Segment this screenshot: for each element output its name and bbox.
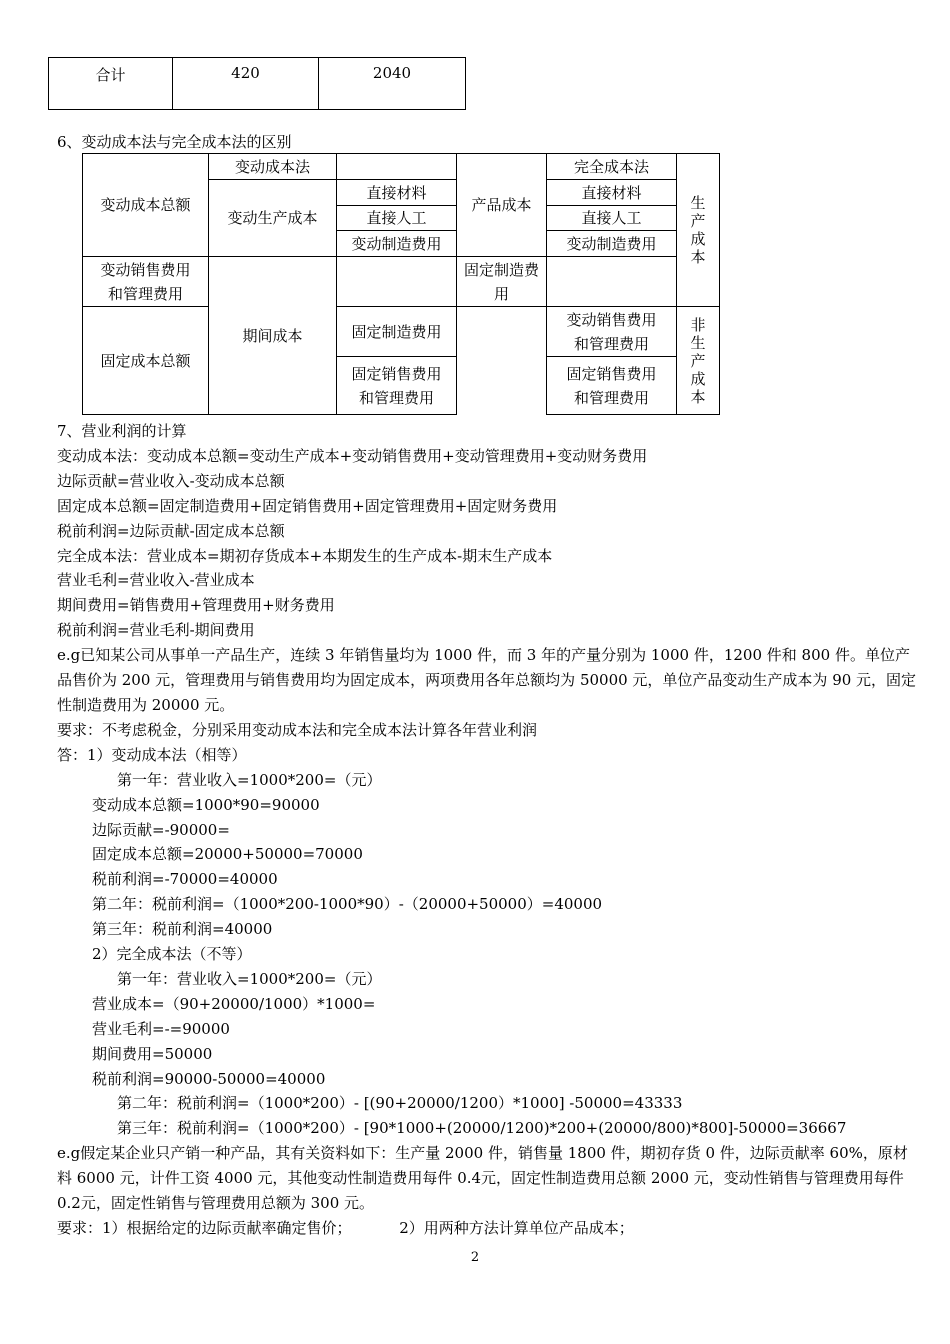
- total-label: 合计: [49, 58, 173, 110]
- ac-variable-overhead: 变动制造费用: [547, 231, 677, 257]
- text-line: 固定成本总额=固定制造费用+固定销售费用+固定管理费用+固定财务费用: [57, 496, 558, 515]
- text-line: 税前利润=90000-50000=40000: [92, 1069, 326, 1088]
- text-line: 税前利润=营业毛利-期间费用: [57, 621, 255, 640]
- variable-cost-total: 变动成本总额: [83, 154, 209, 257]
- text-line: 第二年：税前利润=（1000*200-1000*90）-（20000+50000）=40000: [92, 895, 603, 914]
- example-1-paragraph: e.g已知某公司从事单一产品生产，连续 3 年销售量均为 1000 件，而 3 年的产量分别为 1000 件，1200 件和 800 件。单位产品售价为 200 元，管理费用与销售费用均为固定成本，两项费用各年总额均为 50000 元，单位产品变动生产成本为 90 元，固定性制造费用为 20000 元。: [57, 646, 917, 714]
- absorption-costing-header: 完全成本法: [547, 154, 677, 180]
- text-line: 税前利润=-70000=40000: [92, 870, 278, 889]
- section-7-heading: 7、营业利润的计算: [57, 422, 187, 440]
- ac-fixed-selling-admin: 固定销售费用 和管理费用: [547, 357, 677, 415]
- variable-selling-admin: 变动销售费用 和管理费用: [83, 257, 209, 307]
- ac-variable-selling-admin: 变动销售费用 和管理费用: [547, 307, 677, 357]
- text-line: 变动成本总额=1000*90=90000: [92, 795, 320, 814]
- text-line: 营业毛利=营业收入-营业成本: [57, 571, 255, 590]
- section-6-heading: 6、变动成本法与完全成本法的区别: [57, 133, 292, 151]
- period-cost-label: 期间成本: [209, 257, 337, 415]
- text-line: 边际贡献=-90000=: [92, 820, 230, 839]
- text-line: 期间费用=50000: [92, 1044, 213, 1063]
- text-line: 变动成本法：变动成本总额=变动生产成本+变动销售费用+变动管理费用+变动财务费用: [57, 446, 648, 465]
- variable-costing-header: 变动成本法: [209, 154, 337, 180]
- total-value-2: 2040: [319, 58, 466, 110]
- text-line: 要求：1）根据给定的边际贡献率确定售价； 2）用两种方法计算单位产品成本；: [57, 1219, 634, 1237]
- ac-direct-labor: 直接人工: [547, 206, 677, 231]
- text-line: 2）完全成本法（不等）: [92, 945, 252, 964]
- production-cost-vertical: 生产成本: [677, 154, 720, 307]
- text-line: 营业成本=（90+20000/1000）*1000=: [92, 994, 376, 1013]
- text-line: 营业毛利=-=90000: [92, 1019, 230, 1038]
- text-line: 第一年：营业收入=1000*200=（元）: [117, 969, 382, 988]
- text-line: 固定成本总额=20000+50000=70000: [92, 845, 363, 864]
- ac-fixed-overhead: 固定制造费用: [457, 257, 547, 307]
- answer-heading: 答：1）变动成本法（相等）: [57, 745, 247, 764]
- fixed-overhead: 固定制造费用: [337, 307, 457, 357]
- text-line: 第一年：营业收入=1000*200=（元）: [117, 770, 382, 789]
- body-text: [57, 419, 917, 1241]
- page-number: 2: [470, 1250, 480, 1265]
- text-line: 要求：不考虑税金，分别采用变动成本法和完全成本法计算各年营业利润: [57, 720, 538, 739]
- text-line: 期间费用=销售费用+管理费用+财务费用: [57, 596, 335, 615]
- total-value-1: 420: [173, 58, 319, 110]
- text-line: 边际贡献=营业收入-变动成本总额: [57, 471, 285, 490]
- text-line: 完全成本法：营业成本=期初存货成本+本期发生的生产成本-期末生产成本: [57, 546, 553, 565]
- example-2-paragraph: e.g假定某企业只产销一种产品，其有关资料如下：生产量 2000 件，销售量 1800 件，期初存货 0 件，边际贡献率 60%，原材料 6000 元，计件工资 4000 元，其他变动性制造费用每件 0.4元，固定性制造费用总额 2000 元，变动性销售与管理费用每件 0.2元，固定性销售与管理费用总额为 300 元。: [57, 1144, 908, 1213]
- fixed-cost-total: 固定成本总额: [83, 307, 209, 415]
- text-line: 第三年：税前利润=（1000*200）- [90*1000+(20000/1200)*200+(20000/800)*800]-50000=36667: [117, 1119, 847, 1138]
- text-line: 税前利润=边际贡献-固定成本总额: [57, 521, 285, 540]
- vc-variable-overhead: 变动制造费用: [337, 231, 457, 257]
- variable-production-cost: 变动生产成本: [209, 180, 337, 257]
- text-line: 第二年：税前利润=（1000*200）- [(90+20000/1200）*1000] -50000=43333: [117, 1094, 683, 1113]
- text-line: 第三年：税前利润=40000: [92, 920, 273, 939]
- summary-table: [48, 57, 466, 110]
- ac-direct-materials: 直接材料: [547, 180, 677, 206]
- cost-method-comparison-table: [82, 153, 720, 415]
- non-production-cost-vertical: 非生产成本: [677, 307, 720, 415]
- product-cost-label: 产品成本: [457, 154, 547, 257]
- fixed-selling-admin: 固定销售费用 和管理费用: [337, 357, 457, 415]
- vc-direct-labor: 直接人工: [337, 206, 457, 231]
- vc-direct-materials: 直接材料: [337, 180, 457, 206]
